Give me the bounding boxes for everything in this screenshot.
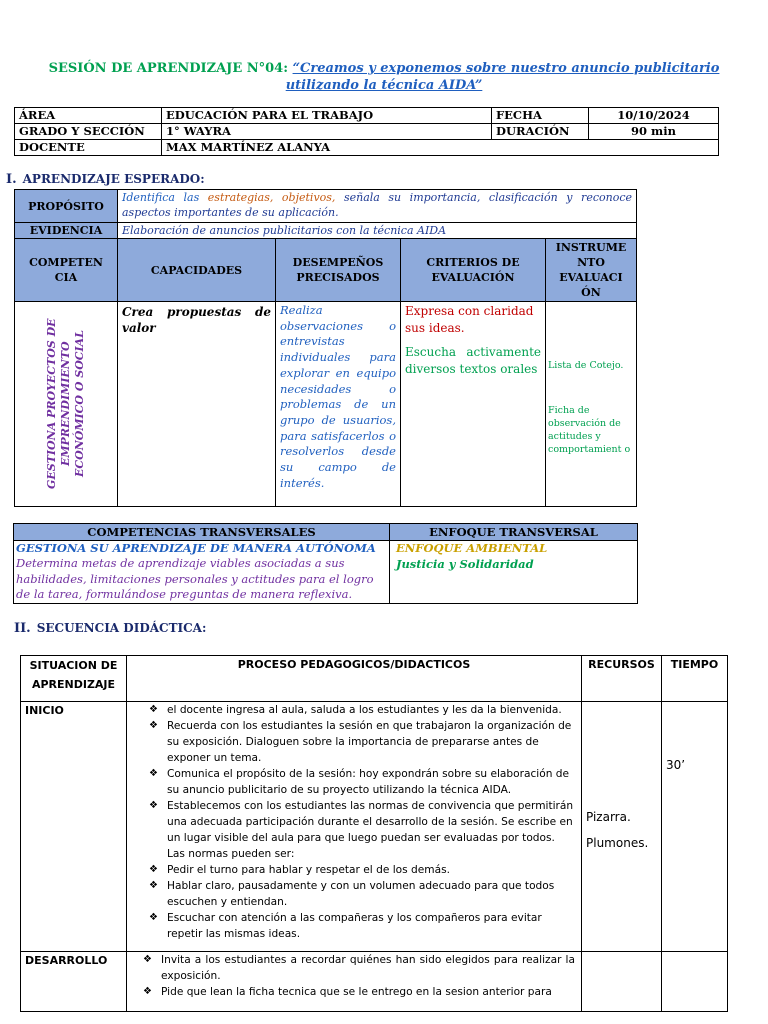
- duracion-label: DURACIÓN: [492, 124, 589, 140]
- desempeno-text: Realiza observaciones o entrevistas individuales para explorar en equipo necesidades o problemas de un grupo de usuarios, para satisfacerlos o resolverlos desde su campo de interés.: [276, 302, 401, 507]
- section-2-title: SECUENCIA DIDÁCTICA:: [36, 621, 207, 635]
- proposito-label: PROPÓSITO: [15, 190, 118, 223]
- inicio-item: ❖ el docente ingresa al aula, saluda a los estudiantes y les da la bienvenida.: [167, 702, 575, 718]
- docente-label: DOCENTE: [15, 140, 162, 156]
- inicio-cell: [127, 702, 582, 952]
- comp-transversal-title: GESTIONA SU APRENDIZAJE DE MANERA AUTÓNOMA: [16, 541, 376, 555]
- enfoque-title: ENFOQUE AMBIENTAL: [396, 541, 548, 555]
- recurso-pizarra: Pizarra.: [586, 810, 631, 824]
- competencia-vertical-text: GESTIONA PROYECTOS DE EMPRENDIMIENTO ECONÓMICO O SOCIAL: [45, 318, 86, 490]
- evidencia-value: Elaboración de anuncios publicitarios con la técnica AIDA: [118, 223, 637, 239]
- instrumento-1: Lista de Cotejo.: [548, 360, 624, 371]
- desarrollo-tiempo: [662, 952, 728, 1012]
- desarrollo-cell: [127, 952, 582, 1012]
- header-proceso: PROCESO PEDAGOGICOS/DIDACTICOS: [127, 656, 582, 702]
- comp-transversal-cell: [14, 541, 390, 604]
- title-quote-line1: “Creamos y exponemos sobre nuestro anuncio publicitario: [292, 61, 720, 76]
- enfoque-value: Justicia y Solidaridad: [396, 557, 534, 571]
- proposito-text: [118, 190, 637, 223]
- enfoque-cell: [390, 541, 638, 604]
- header-recursos: RECURSOS: [582, 656, 662, 702]
- criterios-cell: [401, 302, 546, 507]
- tiempo-value: 30’: [662, 702, 728, 952]
- comp-transversal-desc: Determina metas de aprendizaje viables asociadas a sus habilidades, limitaciones personales y actitudes para el logro de la tarea, formulándose preguntas de manera reflexiva.: [16, 556, 374, 601]
- title-quote-line2: utilizando la técnica AIDA”: [285, 78, 483, 93]
- competencia-cell: [15, 302, 118, 507]
- proposito-part2: estrategias, objetivos,: [207, 191, 336, 204]
- docente-value: MAX MARTÍNEZ ALANYA: [162, 140, 719, 156]
- duracion-value: 90 min: [589, 124, 719, 140]
- secuencia-table: [20, 655, 728, 1012]
- criterio-1: Expresa con claridad sus ideas.: [405, 304, 534, 335]
- grado-label: GRADO Y SECCIÓN: [15, 124, 162, 140]
- header-capacidades: CAPACIDADES: [118, 239, 276, 302]
- info-table: [14, 107, 719, 156]
- desarrollo-list: [127, 952, 575, 1000]
- header-competencia: COMPETEN CIA: [15, 239, 118, 302]
- criterio-2: Escucha activamente diversos textos orales: [405, 345, 541, 376]
- inicio-label: INICIO: [21, 702, 127, 952]
- header-situacion: SITUACION DE APRENDIZAJE: [21, 656, 127, 702]
- recursos-cell: [582, 702, 662, 952]
- capacidad-text: Crea propuestas de valor: [118, 302, 276, 507]
- inicio-item: ❖ Escuchar con atención a las compañeras y los compañeros para evitar repetir las mismas ideas.: [167, 910, 575, 942]
- section-1-number: I.: [6, 172, 17, 187]
- inicio-item: ❖ Pedir el turno para hablar y respetar el de los demás.: [167, 862, 575, 878]
- section-1-heading: [6, 172, 205, 187]
- section-2-number: II.: [14, 621, 31, 636]
- area-label: ÁREA: [15, 108, 162, 124]
- fecha-label: FECHA: [492, 108, 589, 124]
- instrumento-2: Ficha de observación de actitudes y comportamient o: [548, 405, 631, 455]
- desarrollo-label: DESARROLLO: [21, 952, 127, 1012]
- transversal-table: [13, 523, 638, 604]
- inicio-item: ❖ Establecemos con los estudiantes las normas de convivencia que permitirán una adecuada participación durante el desarrollo de la sesión. Se escribe en un lugar visible del aula para que luego puedan ser evaluadas por todos. Las normas pueden ser:: [167, 798, 575, 862]
- desarrollo-item: ❖ Pide que lean la ficha tecnica que se le entrego en la sesion anterior para: [161, 984, 575, 1000]
- inicio-item: ❖ Comunica el propósito de la sesión: hoy expondrán sobre su elaboración de su anuncio publicitario de su proyecto utilizando la técnica AIDA.: [167, 766, 575, 798]
- header-tiempo: TIEMPO: [662, 656, 728, 702]
- inicio-list: [127, 702, 575, 942]
- aprendizaje-table: [14, 189, 637, 507]
- fecha-value: 10/10/2024: [589, 108, 719, 124]
- enfoque-transversal-header: ENFOQUE TRANSVERSAL: [390, 524, 638, 541]
- inicio-item: ❖ Hablar claro, pausadamente y con un volumen adecuado para que todos escuchen y entiendan.: [167, 878, 575, 910]
- proposito-part3: señala su importancia, clasificación y reconoce aspectos importantes de su aplicación.: [122, 191, 632, 219]
- proposito-part1: Identifica las: [122, 191, 208, 204]
- desarrollo-item: ❖ Invita a los estudiantes a recordar quiénes han sido elegidos para realizar la exposición.: [161, 952, 575, 984]
- header-instrumento: INSTRUME NTO EVALUACI ÓN: [546, 239, 637, 302]
- title-prefix: SESIÓN DE APRENDIZAJE N°04:: [48, 61, 293, 76]
- recurso-plumones: Plumones.: [586, 836, 649, 850]
- desarrollo-recursos: [582, 952, 662, 1012]
- area-value: EDUCACIÓN PARA EL TRABAJO: [162, 108, 492, 124]
- section-2-heading: [14, 621, 206, 636]
- inicio-item: ❖ Recuerda con los estudiantes la sesión en que trabajaron la organización de su exposición. Dialoguen sobre la importancia de prepararse antes de exponer un tema.: [167, 718, 575, 766]
- evidencia-label: EVIDENCIA: [15, 223, 118, 239]
- comp-transversal-header: COMPETENCIAS TRANSVERSALES: [14, 524, 390, 541]
- instrumento-cell: [546, 302, 637, 507]
- header-desempenos: DESEMPEÑOS PRECISADOS: [276, 239, 401, 302]
- header-criterios: CRITERIOS DE EVALUACIÓN: [401, 239, 546, 302]
- section-1-title: APRENDIZAJE ESPERADO:: [22, 172, 205, 186]
- session-title: [0, 60, 768, 94]
- grado-value: 1° WAYRA: [162, 124, 492, 140]
